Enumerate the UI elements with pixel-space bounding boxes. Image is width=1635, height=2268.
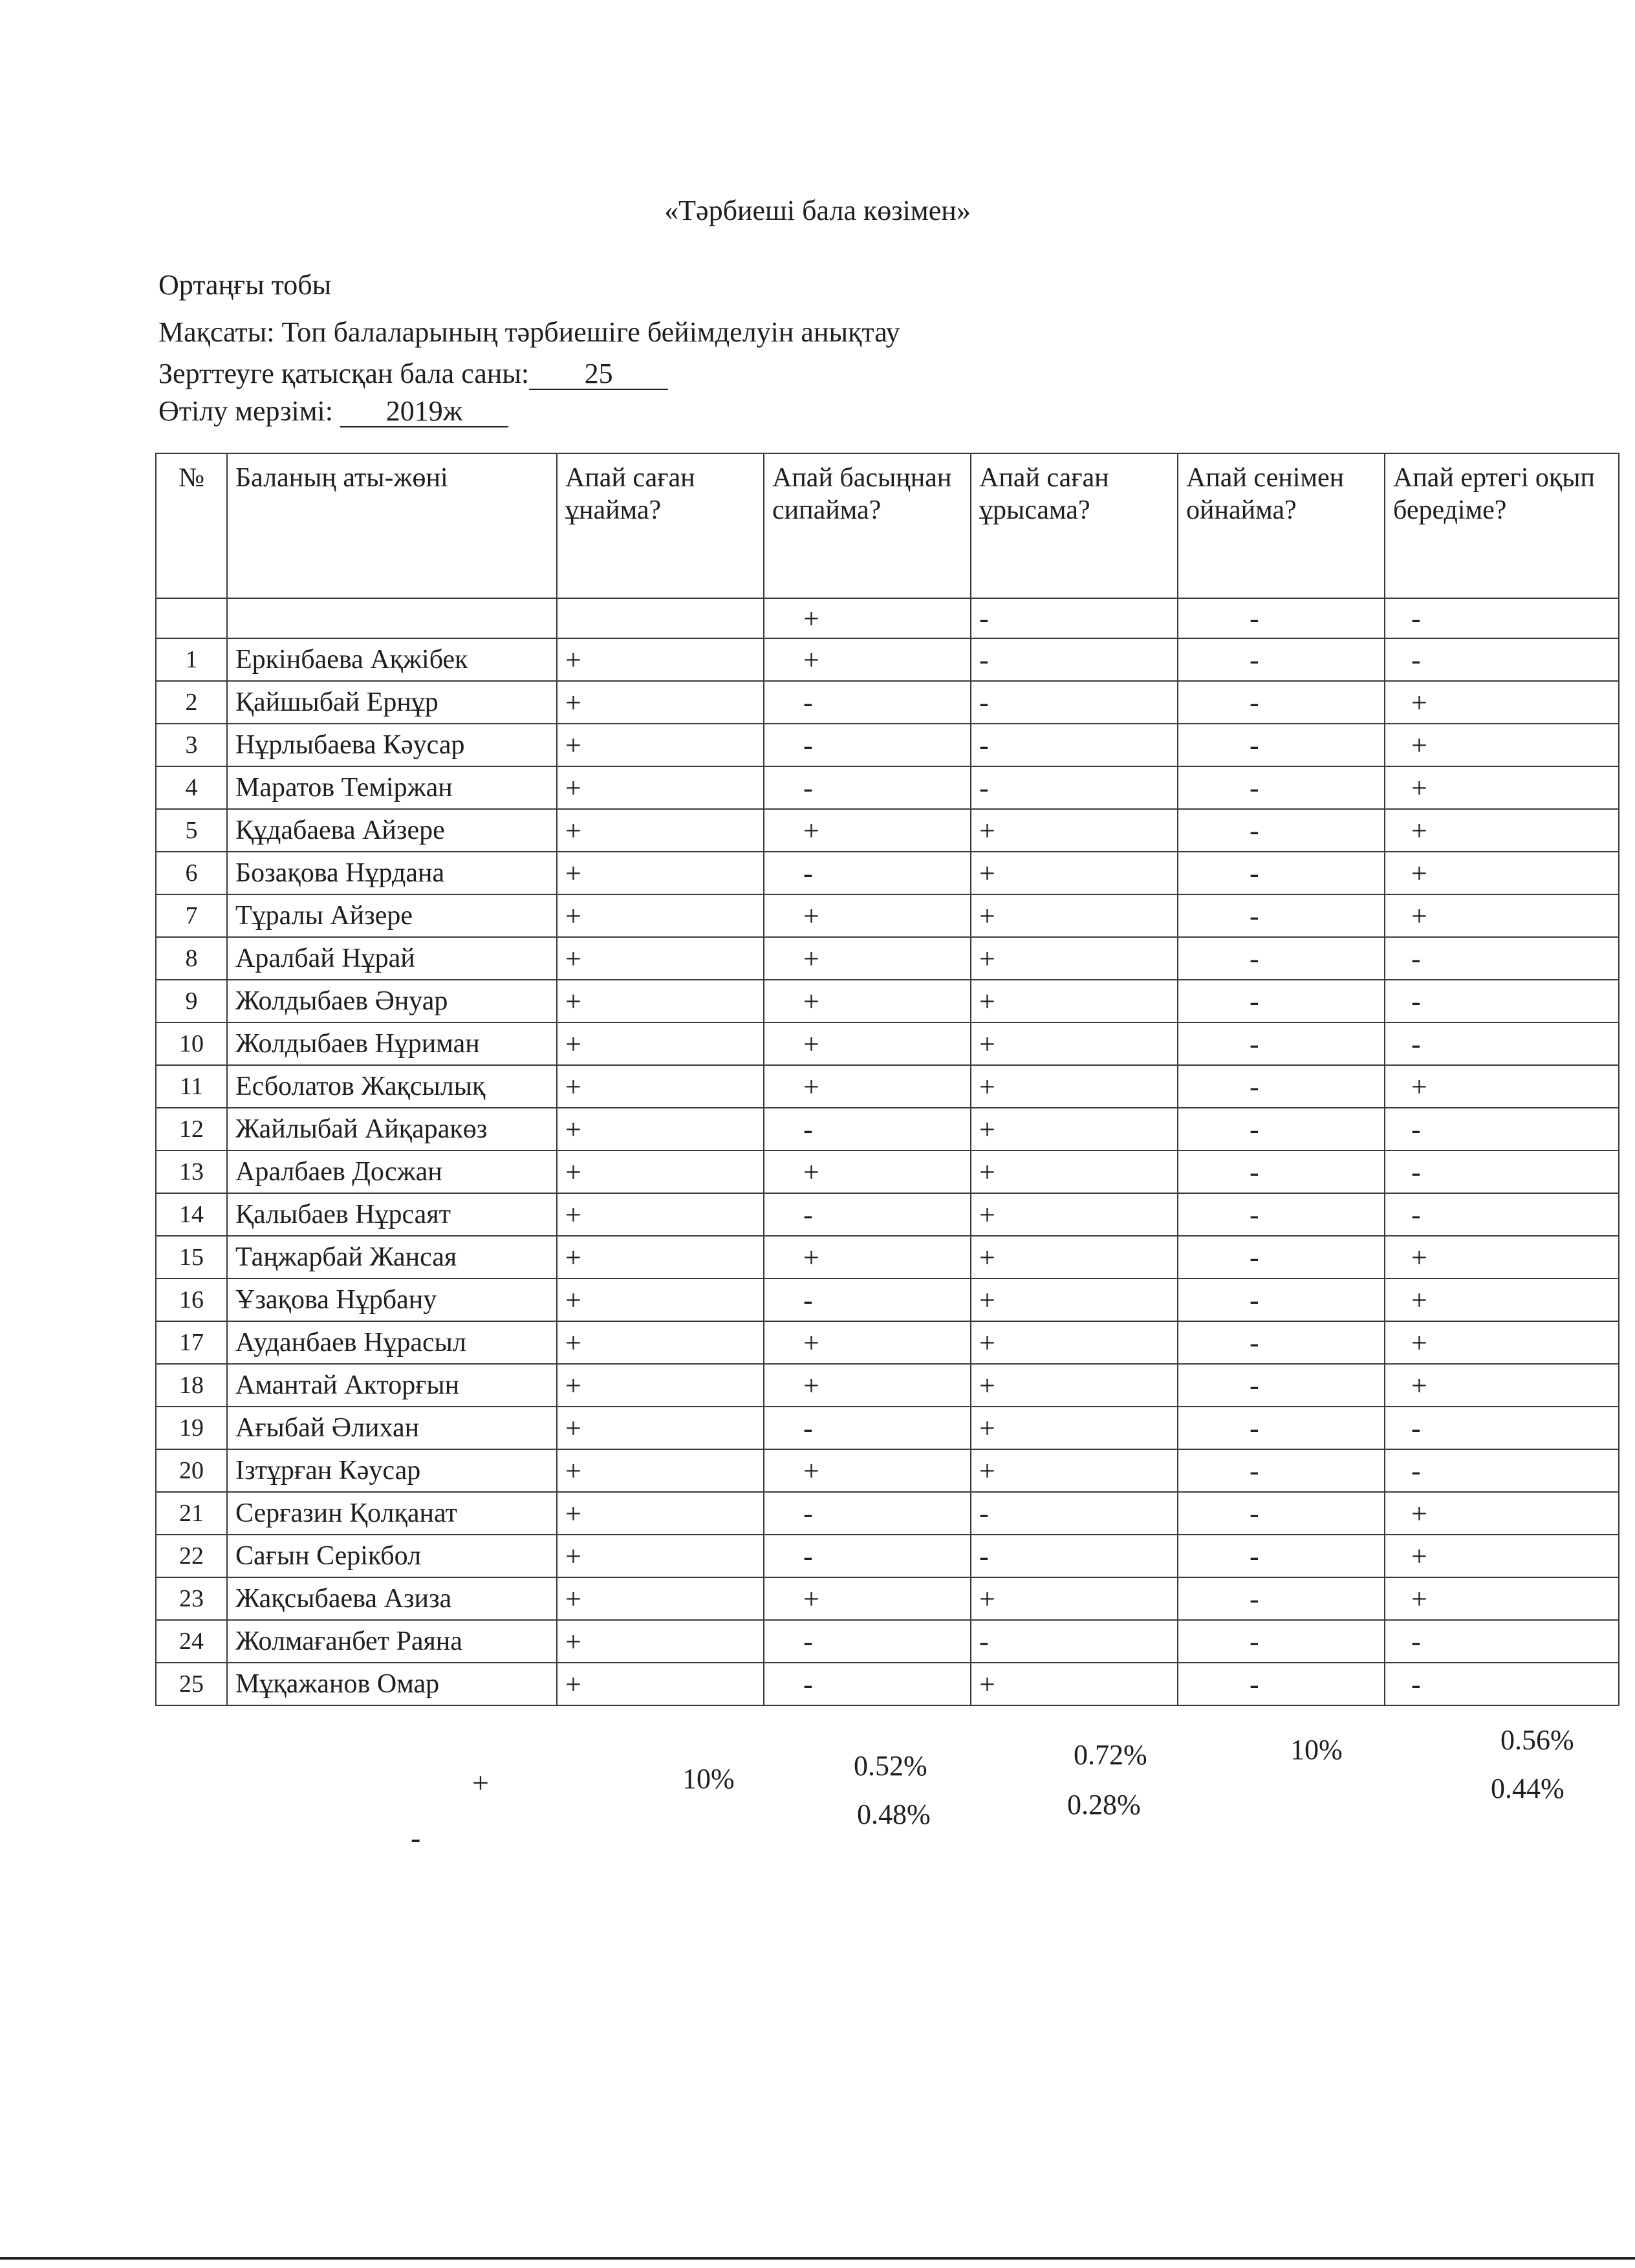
table-row: [156, 1279, 1619, 1321]
child-name: Нұрлыбаева Кәусар: [227, 724, 557, 766]
date-value: 2019ж: [340, 396, 508, 427]
mark-cell: -: [1385, 638, 1619, 681]
child-name: Қайшыбай Ернұр: [227, 681, 557, 724]
mark-cell: -: [1178, 1108, 1385, 1150]
header-q3: Апай саған ұрысама?: [971, 453, 1178, 598]
child-name: Құдабаева Айзере: [227, 809, 557, 852]
mark-cell: +: [557, 894, 764, 937]
table-row: [156, 1364, 1619, 1407]
mark-cell: +: [557, 1321, 764, 1364]
mark-cell: +: [971, 1022, 1178, 1065]
mark-cell: +: [557, 1065, 764, 1108]
child-name: Жолдыбаев Нұриман: [227, 1022, 557, 1065]
mark-cell: -: [1178, 1492, 1385, 1535]
mark-cell: +: [1385, 852, 1619, 894]
mark-cell: [557, 598, 764, 638]
mark-cell: +: [764, 1236, 971, 1279]
summary-plus-value: 10%: [682, 1763, 735, 1795]
header-q1: Апай саған ұнайма?: [557, 453, 764, 598]
mark-cell: +: [557, 1364, 764, 1407]
mark-cell: +: [557, 809, 764, 852]
header-q2: Апай басыңнан сипайма?: [764, 453, 971, 598]
mark-cell: -: [764, 1492, 971, 1535]
mark-cell: +: [557, 1279, 764, 1321]
mark-cell: -: [764, 724, 971, 766]
mark-cell: +: [557, 1663, 764, 1705]
mark-cell: -: [1178, 1193, 1385, 1236]
mark-cell: +: [557, 681, 764, 724]
table-row: [156, 1236, 1619, 1279]
mark-cell: +: [971, 1663, 1178, 1705]
mark-cell: +: [557, 766, 764, 809]
child-name: Маратов Теміржан: [227, 766, 557, 809]
mark-cell: +: [971, 1193, 1178, 1236]
mark-cell: +: [557, 980, 764, 1022]
row-number: 22: [156, 1535, 227, 1577]
table-row: [156, 1535, 1619, 1577]
mark-cell: +: [1385, 1492, 1619, 1535]
mark-cell: +: [764, 1321, 971, 1364]
child-name: Қалыбаев Нұрсаят: [227, 1193, 557, 1236]
mark-cell: +: [971, 1236, 1178, 1279]
mark-cell: +: [971, 894, 1178, 937]
mark-cell: +: [971, 852, 1178, 894]
mark-cell: -: [1178, 1321, 1385, 1364]
row-number: 12: [156, 1108, 227, 1150]
mark-cell: -: [764, 1663, 971, 1705]
row-number: 6: [156, 852, 227, 894]
mark-cell: +: [971, 1150, 1178, 1193]
mark-cell: +: [971, 1279, 1178, 1321]
mark-cell: -: [1178, 937, 1385, 980]
table-row: [156, 1663, 1619, 1705]
mark-cell: +: [1385, 1065, 1619, 1108]
header-q5: Апай ертегі оқып бередіме?: [1385, 453, 1619, 598]
table-row: [156, 894, 1619, 937]
table-row: [156, 1022, 1619, 1065]
summary-plus-value: 0.52%: [854, 1750, 927, 1782]
mark-cell: -: [1178, 1279, 1385, 1321]
row-number: 11: [156, 1065, 227, 1108]
table-cell: [227, 598, 557, 638]
summary-minus-value: 0.48%: [857, 1798, 931, 1830]
mark-cell: -: [1178, 1407, 1385, 1449]
mark-cell: -: [971, 766, 1178, 809]
summary-minus-label: -: [411, 1821, 421, 1854]
table-row: [156, 1492, 1619, 1535]
mark-cell: +: [557, 1193, 764, 1236]
child-name: Ағыбай Әлихан: [227, 1407, 557, 1449]
mark-cell: +: [557, 1492, 764, 1535]
group-line: Ортаңғы тобы: [158, 269, 332, 301]
participant-count-line: [158, 357, 668, 390]
mark-cell: +: [764, 894, 971, 937]
summary-plus-value: 10%: [1290, 1734, 1343, 1766]
child-name: Ұзақова Нұрбану: [227, 1279, 557, 1321]
mark-cell: +: [971, 980, 1178, 1022]
participant-count-label: Зерттеуге қатысқан бала саны:: [158, 358, 530, 389]
mark-cell: -: [1178, 1364, 1385, 1407]
child-name: Жолмағанбет Раяна: [227, 1620, 557, 1663]
mark-cell: -: [1385, 598, 1619, 638]
mark-cell: +: [1385, 1279, 1619, 1321]
mark-cell: +: [557, 1407, 764, 1449]
table-row: [156, 980, 1619, 1022]
row-number: 25: [156, 1663, 227, 1705]
mark-cell: -: [1178, 809, 1385, 852]
mark-cell: +: [557, 1022, 764, 1065]
mark-cell: +: [557, 1449, 764, 1492]
table-row: [156, 766, 1619, 809]
table-row: [156, 724, 1619, 766]
row-number: 17: [156, 1321, 227, 1364]
scan-edge-line: [0, 2257, 1635, 2260]
mark-cell: -: [764, 766, 971, 809]
table-row: [156, 1407, 1619, 1449]
mark-cell: +: [764, 638, 971, 681]
table-row: [156, 1321, 1619, 1364]
table-cell: [156, 598, 227, 638]
table-row: [156, 1108, 1619, 1150]
mark-cell: +: [764, 980, 971, 1022]
summary-plus-value: 0.56%: [1500, 1724, 1574, 1756]
summary-minus-value: 0.44%: [1491, 1773, 1565, 1804]
mark-cell: +: [764, 1449, 971, 1492]
table-row: [156, 937, 1619, 980]
mark-cell: -: [971, 724, 1178, 766]
mark-cell: -: [1178, 980, 1385, 1022]
mark-cell: +: [971, 1364, 1178, 1407]
mark-cell: +: [1385, 766, 1619, 809]
mark-cell: +: [1385, 1577, 1619, 1620]
mark-cell: -: [1178, 724, 1385, 766]
table-row: [156, 1065, 1619, 1108]
mark-cell: -: [971, 598, 1178, 638]
row-number: 24: [156, 1620, 227, 1663]
mark-cell: +: [971, 1108, 1178, 1150]
mark-cell: +: [557, 638, 764, 681]
child-name: Жақсыбаева Азиза: [227, 1577, 557, 1620]
header-q4: Апай сенімен ойнайма?: [1178, 453, 1385, 598]
mark-cell: -: [1178, 894, 1385, 937]
row-number: 9: [156, 980, 227, 1022]
mark-cell: +: [971, 1577, 1178, 1620]
mark-cell: -: [1385, 937, 1619, 980]
mark-cell: -: [1385, 1150, 1619, 1193]
summary-plus-label: +: [472, 1766, 489, 1799]
mark-cell: -: [1178, 1577, 1385, 1620]
mark-cell: +: [1385, 1236, 1619, 1279]
mark-cell: -: [1385, 1663, 1619, 1705]
mark-cell: +: [557, 1535, 764, 1577]
mark-cell: +: [1385, 681, 1619, 724]
mark-cell: -: [1178, 681, 1385, 724]
table-row: [156, 852, 1619, 894]
date-line: [158, 394, 508, 427]
goal-line: Мақсаты: Топ балаларының тәрбиешіге бейімделуін анықтау: [158, 316, 900, 348]
mark-cell: +: [557, 724, 764, 766]
row-number: 14: [156, 1193, 227, 1236]
row-number: 8: [156, 937, 227, 980]
mark-cell: +: [1385, 894, 1619, 937]
table-row: [156, 598, 1619, 638]
child-name: Жолдыбаев Әнуар: [227, 980, 557, 1022]
mark-cell: -: [1178, 1150, 1385, 1193]
mark-cell: +: [1385, 1364, 1619, 1407]
child-name: Еркінбаева Ақжібек: [227, 638, 557, 681]
mark-cell: +: [764, 598, 971, 638]
row-number: 23: [156, 1577, 227, 1620]
child-name: Аралбаев Досжан: [227, 1150, 557, 1193]
mark-cell: -: [1178, 598, 1385, 638]
mark-cell: -: [1385, 1108, 1619, 1150]
mark-cell: +: [1385, 1535, 1619, 1577]
mark-cell: +: [764, 1577, 971, 1620]
mark-cell: +: [764, 809, 971, 852]
mark-cell: +: [557, 1620, 764, 1663]
mark-cell: -: [1178, 1022, 1385, 1065]
mark-cell: -: [764, 1407, 971, 1449]
mark-cell: -: [764, 681, 971, 724]
mark-cell: +: [557, 1108, 764, 1150]
mark-cell: -: [1178, 1449, 1385, 1492]
child-name: Жайлыбай Айқаракөз: [227, 1108, 557, 1150]
row-number: 3: [156, 724, 227, 766]
child-name: Серғазин Қолқанат: [227, 1492, 557, 1535]
row-number: 7: [156, 894, 227, 937]
child-name: Таңжарбай Жансая: [227, 1236, 557, 1279]
row-number: 20: [156, 1449, 227, 1492]
mark-cell: +: [557, 937, 764, 980]
child-name: Есболатов Жақсылық: [227, 1065, 557, 1108]
results-table: [155, 453, 1619, 1706]
mark-cell: -: [971, 1492, 1178, 1535]
table-row: [156, 681, 1619, 724]
mark-cell: -: [1385, 1022, 1619, 1065]
table-row: [156, 1577, 1619, 1620]
mark-cell: -: [1178, 1535, 1385, 1577]
mark-cell: +: [557, 1150, 764, 1193]
mark-cell: -: [971, 1535, 1178, 1577]
mark-cell: -: [1385, 1407, 1619, 1449]
mark-cell: -: [764, 1620, 971, 1663]
date-label: Өтілу мерзімі:: [158, 395, 333, 427]
mark-cell: +: [764, 1065, 971, 1108]
page-title: «Тәрбиеші бала көзімен»: [664, 195, 971, 226]
child-name: Аралбай Нұрай: [227, 937, 557, 980]
mark-cell: -: [1385, 980, 1619, 1022]
mark-cell: +: [557, 1577, 764, 1620]
mark-cell: +: [1385, 809, 1619, 852]
child-name: Мұқажанов Омар: [227, 1663, 557, 1705]
child-name: Ізтұрған Кәусар: [227, 1449, 557, 1492]
mark-cell: -: [1178, 1620, 1385, 1663]
mark-cell: -: [764, 1279, 971, 1321]
header-child-name: Баланың аты-жөні: [227, 453, 557, 598]
table-row: [156, 1193, 1619, 1236]
mark-cell: -: [1178, 852, 1385, 894]
mark-cell: +: [971, 809, 1178, 852]
row-number: 13: [156, 1150, 227, 1193]
table-row: [156, 1449, 1619, 1492]
mark-cell: -: [1178, 1236, 1385, 1279]
mark-cell: -: [1385, 1449, 1619, 1492]
mark-cell: +: [764, 1364, 971, 1407]
mark-cell: +: [1385, 1321, 1619, 1364]
row-number: 1: [156, 638, 227, 681]
summary-plus-value: 0.72%: [1074, 1739, 1147, 1771]
mark-cell: +: [1385, 724, 1619, 766]
mark-cell: -: [1178, 766, 1385, 809]
mark-cell: +: [971, 937, 1178, 980]
mark-cell: -: [764, 1193, 971, 1236]
child-name: Сағын Серікбол: [227, 1535, 557, 1577]
mark-cell: +: [971, 1449, 1178, 1492]
summary-minus-value: 0.28%: [1067, 1789, 1141, 1820]
mark-cell: -: [1178, 1065, 1385, 1108]
table-row: [156, 638, 1619, 681]
row-number: 19: [156, 1407, 227, 1449]
table-row: [156, 1620, 1619, 1663]
row-number: 18: [156, 1364, 227, 1407]
row-number: 21: [156, 1492, 227, 1535]
mark-cell: +: [764, 1150, 971, 1193]
child-name: Бозақова Нұрдана: [227, 852, 557, 894]
mark-cell: -: [764, 1535, 971, 1577]
mark-cell: +: [764, 937, 971, 980]
mark-cell: -: [1385, 1193, 1619, 1236]
mark-cell: +: [971, 1321, 1178, 1364]
row-number: 4: [156, 766, 227, 809]
mark-cell: -: [971, 638, 1178, 681]
child-name: Амантай Акторғын: [227, 1364, 557, 1407]
row-number: 10: [156, 1022, 227, 1065]
child-name: Тұралы Айзере: [227, 894, 557, 937]
mark-cell: +: [557, 1236, 764, 1279]
mark-cell: -: [971, 681, 1178, 724]
row-number: 5: [156, 809, 227, 852]
header-number: №: [156, 453, 227, 598]
mark-cell: -: [764, 852, 971, 894]
mark-cell: -: [764, 1108, 971, 1150]
table-body: [156, 598, 1619, 1705]
table-header-row: [156, 453, 1619, 598]
participant-count-value: 25: [529, 359, 668, 390]
mark-cell: -: [1385, 1620, 1619, 1663]
mark-cell: +: [971, 1065, 1178, 1108]
mark-cell: +: [764, 1022, 971, 1065]
mark-cell: +: [557, 852, 764, 894]
table-row: [156, 809, 1619, 852]
table-row: [156, 1150, 1619, 1193]
row-number: 15: [156, 1236, 227, 1279]
mark-cell: -: [1178, 1663, 1385, 1705]
row-number: 16: [156, 1279, 227, 1321]
child-name: Ауданбаев Нұрасыл: [227, 1321, 557, 1364]
mark-cell: +: [971, 1407, 1178, 1449]
mark-cell: -: [971, 1620, 1178, 1663]
row-number: 2: [156, 681, 227, 724]
mark-cell: -: [1178, 638, 1385, 681]
